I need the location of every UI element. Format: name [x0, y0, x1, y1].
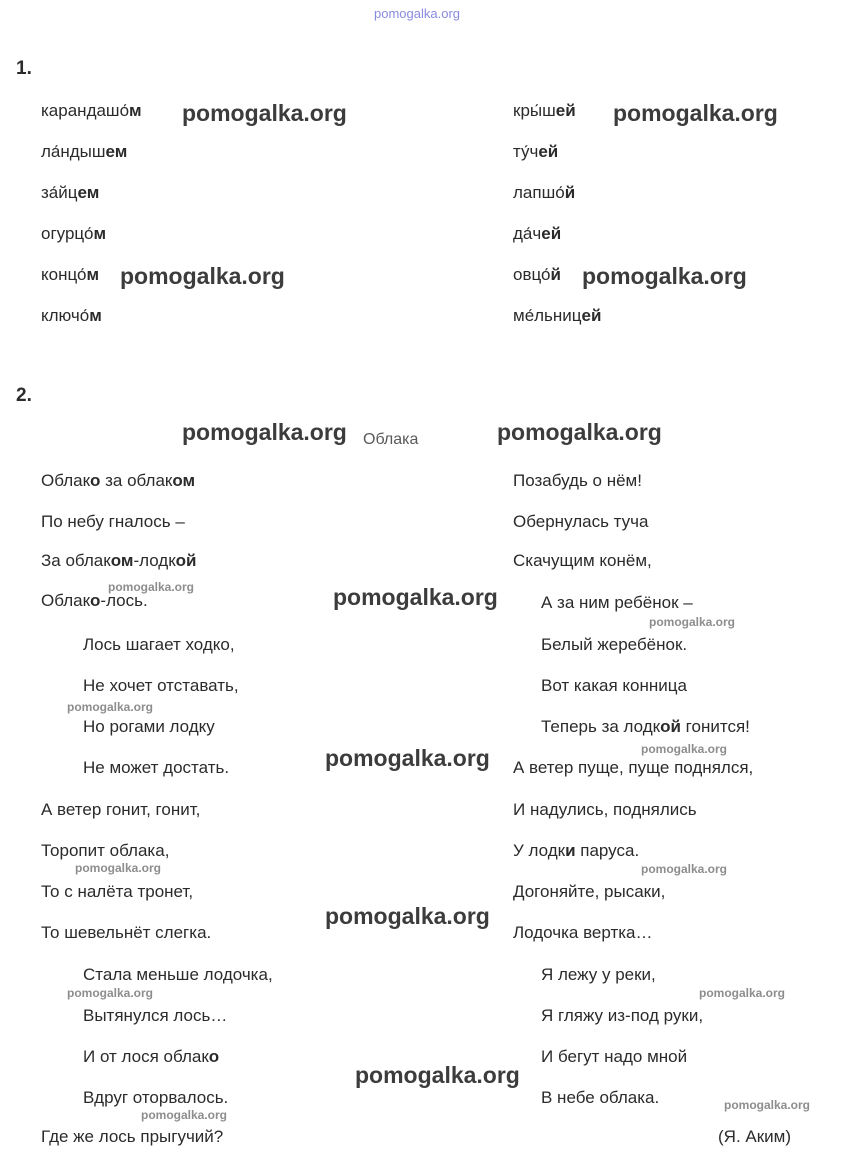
poem-line: Не хочет отставать,: [83, 676, 239, 695]
word-item: да́чей: [513, 224, 562, 243]
poem-line: Позабудь о нём!: [513, 471, 642, 490]
watermark: pomogalka.org: [724, 1098, 811, 1112]
poem-line: За облаком-лодкой: [41, 551, 197, 570]
watermark: pomogalka.org: [355, 1062, 520, 1088]
poem-line: Теперь за лодкой гонится!: [541, 717, 750, 736]
word-item: ме́льницей: [513, 306, 602, 325]
watermark: pomogalka.org: [325, 903, 490, 929]
watermark: pomogalka.org: [497, 419, 662, 445]
poem-line: Вот какая конница: [541, 676, 687, 695]
watermark: pomogalka.org: [108, 580, 195, 594]
watermark-top: pomogalka.org: [374, 6, 460, 21]
poem-line: И от лося облако: [83, 1047, 220, 1066]
word-item: ту́чей: [513, 142, 559, 161]
word-item: огурцо́м: [41, 224, 107, 243]
watermark: pomogalka.org: [141, 1108, 228, 1122]
poem-line: И надулись, поднялись: [513, 800, 697, 819]
word-item: карандашо́м: [41, 101, 142, 120]
poem-line: Торопит облака,: [41, 841, 170, 860]
poem-line: Но рогами лодку: [83, 717, 215, 736]
watermark: pomogalka.org: [75, 861, 162, 875]
word-item: концо́м: [41, 265, 100, 284]
watermark: pomogalka.org: [120, 263, 285, 289]
poem-line: Догоняйте, рысаки,: [513, 882, 666, 901]
poem-line: У лодки паруса.: [513, 841, 640, 860]
watermark: pomogalka.org: [67, 986, 154, 1000]
watermark: pomogalka.org: [333, 584, 498, 610]
poem-line: Я гляжу из-под руки,: [541, 1006, 704, 1025]
poem-line: То с налёта тронет,: [41, 882, 194, 901]
watermark: pomogalka.org: [582, 263, 747, 289]
poem-line: Не может достать.: [83, 758, 230, 777]
poem-line: Где же лось прыгучий?: [41, 1127, 224, 1146]
watermark: pomogalka.org: [641, 862, 728, 876]
poem-line: Я лежу у реки,: [541, 965, 656, 984]
poem-line: А ветер гонит, гонит,: [41, 800, 201, 819]
poem-line: Скачущим конём,: [513, 551, 652, 570]
watermark: pomogalka.org: [613, 100, 778, 126]
poem-line: Стала меньше лодочка,: [83, 965, 273, 984]
poem-line: Лось шагает ходко,: [83, 635, 235, 654]
poem-author: (Я. Аким): [718, 1127, 792, 1146]
poem-title: Облака: [363, 431, 419, 448]
poem-line: Облако-лось.: [41, 591, 148, 610]
poem-line: И бегут надо мной: [541, 1047, 688, 1066]
watermark: pomogalka.org: [182, 419, 347, 445]
word-item: ключо́м: [41, 306, 102, 325]
poem-line: Вдруг оторвалось.: [83, 1088, 229, 1107]
poem-line: То шевельнёт слегка.: [41, 923, 212, 942]
word-item: кры́шей: [513, 101, 576, 120]
word-item: за́йцем: [41, 183, 100, 202]
watermark: pomogalka.org: [325, 745, 490, 771]
watermark: pomogalka.org: [182, 100, 347, 126]
watermark: pomogalka.org: [67, 700, 154, 714]
watermark: pomogalka.org: [649, 615, 736, 629]
poem-line: В небе облака.: [541, 1088, 660, 1107]
poem-line: Вытянулся лось…: [83, 1006, 228, 1025]
word-item: ла́ндышем: [41, 142, 128, 161]
watermark: pomogalka.org: [699, 986, 786, 1000]
poem-line: А ветер пуще, пуще поднялся,: [513, 758, 754, 777]
poem-line: А за ним ребёнок –: [541, 593, 693, 612]
word-item: лапшо́й: [513, 183, 576, 202]
poem-line: Лодочка вертка…: [513, 923, 653, 942]
exercise-2-number: 2.: [16, 385, 32, 406]
poem-line: Обернулась туча: [513, 512, 649, 531]
poem-line: Белый жеребёнок.: [541, 635, 688, 654]
word-item: овцо́й: [513, 265, 561, 284]
exercise-1-number: 1.: [16, 58, 32, 79]
poem-line: Облако за облаком: [41, 471, 196, 490]
watermark: pomogalka.org: [641, 742, 728, 756]
poem-line: По небу гналось –: [41, 512, 185, 531]
